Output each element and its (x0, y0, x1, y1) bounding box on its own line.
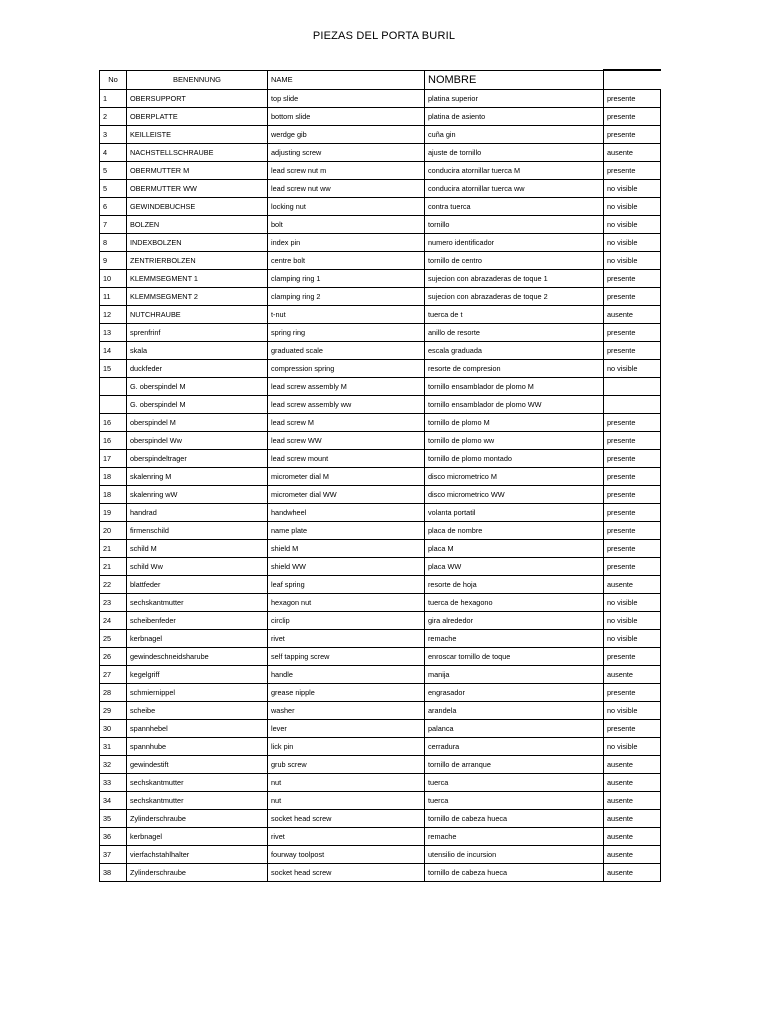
part-number: 5 (100, 180, 127, 198)
part-name-en: werdge gib (268, 126, 425, 144)
part-nombre-es: engrasador (425, 684, 604, 702)
part-nombre-es: sujecion con abrazaderas de toque 2 (425, 288, 604, 306)
table-row (100, 828, 661, 846)
part-nombre-es: gira alrededor (425, 612, 604, 630)
part-nombre-es: placa WW (425, 558, 604, 576)
part-nombre-es: conducira atornillar tuerca M (425, 162, 604, 180)
part-status: ausente (604, 828, 661, 846)
table-row (100, 108, 661, 126)
header-no: No (100, 70, 127, 90)
table-row (100, 810, 661, 828)
part-number: 5 (100, 162, 127, 180)
part-status: ausente (604, 144, 661, 162)
table-row (100, 864, 661, 882)
parts-table-body (100, 90, 661, 882)
part-status: no visible (604, 612, 661, 630)
part-nombre-es: placa M (425, 540, 604, 558)
table-row (100, 270, 661, 288)
part-name-en: t-nut (268, 306, 425, 324)
part-name-en: nut (268, 792, 425, 810)
part-nombre-es: tornillo de plomo montado (425, 450, 604, 468)
part-nombre-es: tornillo ensamblador de plomo M (425, 378, 604, 396)
document-title: PIEZAS DEL PORTA BURIL (312, 30, 456, 42)
table-row (100, 522, 661, 540)
table-row (100, 702, 661, 720)
part-benennung: handrad (127, 504, 268, 522)
table-row (100, 594, 661, 612)
part-name-en: self tapping screw (268, 648, 425, 666)
part-number: 24 (100, 612, 127, 630)
part-status: presente (604, 468, 661, 486)
part-status: ausente (604, 792, 661, 810)
table-row (100, 162, 661, 180)
part-name-en: lead screw assembly ww (268, 396, 425, 414)
part-name-en: clamping ring 1 (268, 270, 425, 288)
part-number: 38 (100, 864, 127, 882)
part-status: presente (604, 342, 661, 360)
part-nombre-es: tornillo (425, 216, 604, 234)
part-nombre-es: tornillo de cabeza hueca (425, 810, 604, 828)
part-nombre-es: tornillo de plomo ww (425, 432, 604, 450)
part-benennung: schmiernippel (127, 684, 268, 702)
table-row (100, 324, 661, 342)
table-row (100, 378, 661, 396)
table-row (100, 684, 661, 702)
part-status: no visible (604, 234, 661, 252)
part-nombre-es: resorte de compresion (425, 360, 604, 378)
part-benennung: sprenfrinf (127, 324, 268, 342)
part-benennung: gewindeschneidsharube (127, 648, 268, 666)
part-benennung: OBERPLATTE (127, 108, 268, 126)
part-benennung: GEWINDEBUCHSE (127, 198, 268, 216)
part-name-en: lead screw nut ww (268, 180, 425, 198)
part-name-en: micrometer dial M (268, 468, 425, 486)
part-number: 37 (100, 846, 127, 864)
part-status: presente (604, 270, 661, 288)
part-status: presente (604, 414, 661, 432)
part-number: 36 (100, 828, 127, 846)
part-name-en: rivet (268, 630, 425, 648)
part-nombre-es: utensilio de incursion (425, 846, 604, 864)
table-row (100, 468, 661, 486)
part-nombre-es: numero identificador (425, 234, 604, 252)
part-name-en: index pin (268, 234, 425, 252)
part-name-en: rivet (268, 828, 425, 846)
part-number: 27 (100, 666, 127, 684)
part-status: presente (604, 126, 661, 144)
part-number: 7 (100, 216, 127, 234)
part-nombre-es: tornillo de centro (425, 252, 604, 270)
table-row (100, 540, 661, 558)
part-nombre-es: remache (425, 630, 604, 648)
part-benennung: kerbnagel (127, 630, 268, 648)
header-benennung: BENENNUNG (127, 70, 268, 90)
part-status: presente (604, 324, 661, 342)
part-status: no visible (604, 630, 661, 648)
part-number: 13 (100, 324, 127, 342)
table-row (100, 738, 661, 756)
part-name-en: clamping ring 2 (268, 288, 425, 306)
part-nombre-es: tornillo de arranque (425, 756, 604, 774)
part-status: presente (604, 522, 661, 540)
part-benennung: ZENTRIERBOLZEN (127, 252, 268, 270)
part-benennung: BOLZEN (127, 216, 268, 234)
part-nombre-es: tornillo de plomo M (425, 414, 604, 432)
part-name-en: shield WW (268, 558, 425, 576)
part-name-en: socket head screw (268, 864, 425, 882)
part-number: 34 (100, 792, 127, 810)
part-nombre-es: platina de asiento (425, 108, 604, 126)
part-name-en: handle (268, 666, 425, 684)
part-status: ausente (604, 306, 661, 324)
part-nombre-es: volanta portatil (425, 504, 604, 522)
part-benennung: duckfeder (127, 360, 268, 378)
part-nombre-es: tornillo de cabeza hueca (425, 864, 604, 882)
part-nombre-es: tuerca (425, 774, 604, 792)
part-nombre-es: manija (425, 666, 604, 684)
table-row (100, 774, 661, 792)
part-status: presente (604, 108, 661, 126)
part-nombre-es: contra tuerca (425, 198, 604, 216)
part-benennung: oberspindel M (127, 414, 268, 432)
part-number: 21 (100, 540, 127, 558)
part-status: presente (604, 720, 661, 738)
part-number: 3 (100, 126, 127, 144)
parts-table (99, 69, 661, 882)
part-number: 17 (100, 450, 127, 468)
part-benennung: scheibenfeder (127, 612, 268, 630)
header-name: NAME (268, 70, 425, 90)
table-row (100, 360, 661, 378)
part-nombre-es: disco micrometrico WW (425, 486, 604, 504)
part-nombre-es: tuerca (425, 792, 604, 810)
part-benennung: sechskantmutter (127, 774, 268, 792)
table-row (100, 414, 661, 432)
part-status: presente (604, 432, 661, 450)
part-name-en: circlip (268, 612, 425, 630)
table-row (100, 342, 661, 360)
part-number: 18 (100, 468, 127, 486)
part-nombre-es: placa de nombre (425, 522, 604, 540)
part-number: 29 (100, 702, 127, 720)
part-status: presente (604, 684, 661, 702)
part-benennung: skala (127, 342, 268, 360)
part-nombre-es: platina superior (425, 90, 604, 108)
part-benennung: sechskantmutter (127, 594, 268, 612)
table-row (100, 252, 661, 270)
table-row (100, 756, 661, 774)
part-status: no visible (604, 702, 661, 720)
header-nombre: NOMBRE (425, 70, 604, 90)
table-row (100, 576, 661, 594)
part-benennung: OBERMUTTER M (127, 162, 268, 180)
part-nombre-es: disco micrometrico M (425, 468, 604, 486)
part-nombre-es: escala graduada (425, 342, 604, 360)
part-name-en: nut (268, 774, 425, 792)
part-name-en: micrometer dial WW (268, 486, 425, 504)
part-number: 31 (100, 738, 127, 756)
part-benennung: KLEMMSEGMENT 1 (127, 270, 268, 288)
part-name-en: bolt (268, 216, 425, 234)
part-benennung: G. oberspindel M (127, 396, 268, 414)
table-row (100, 198, 661, 216)
part-status: ausente (604, 864, 661, 882)
part-status: no visible (604, 216, 661, 234)
part-number: 16 (100, 432, 127, 450)
part-nombre-es: resorte de hoja (425, 576, 604, 594)
part-nombre-es: anillo de resorte (425, 324, 604, 342)
part-number: 35 (100, 810, 127, 828)
table-row (100, 504, 661, 522)
table-row (100, 612, 661, 630)
part-benennung: gewindestift (127, 756, 268, 774)
table-row (100, 666, 661, 684)
part-nombre-es: cerradura (425, 738, 604, 756)
table-row (100, 216, 661, 234)
part-number: 14 (100, 342, 127, 360)
part-benennung: Zylinderschraube (127, 810, 268, 828)
part-status: presente (604, 450, 661, 468)
part-status (604, 396, 661, 414)
table-row (100, 792, 661, 810)
header-estado (604, 70, 661, 90)
part-benennung: Zylinderschraube (127, 864, 268, 882)
part-status: no visible (604, 360, 661, 378)
part-name-en: socket head screw (268, 810, 425, 828)
part-name-en: lever (268, 720, 425, 738)
part-benennung: NUTCHRAUBE (127, 306, 268, 324)
part-name-en: lick pin (268, 738, 425, 756)
table-row (100, 288, 661, 306)
part-number (100, 396, 127, 414)
part-nombre-es: tornillo ensamblador de plomo WW (425, 396, 604, 414)
part-nombre-es: cuña gin (425, 126, 604, 144)
part-status: presente (604, 558, 661, 576)
table-row (100, 630, 661, 648)
part-status: presente (604, 162, 661, 180)
table-row (100, 90, 661, 108)
part-benennung: NACHSTELLSCHRAUBE (127, 144, 268, 162)
part-nombre-es: ajuste de tornillo (425, 144, 604, 162)
part-benennung: scheibe (127, 702, 268, 720)
part-benennung: skalenring M (127, 468, 268, 486)
part-name-en: name plate (268, 522, 425, 540)
table-row (100, 180, 661, 198)
part-status: no visible (604, 180, 661, 198)
part-name-en: locking nut (268, 198, 425, 216)
part-number: 2 (100, 108, 127, 126)
part-number: 22 (100, 576, 127, 594)
part-benennung: schild Ww (127, 558, 268, 576)
part-number: 28 (100, 684, 127, 702)
part-benennung: spannhube (127, 738, 268, 756)
part-status: ausente (604, 810, 661, 828)
table-row (100, 396, 661, 414)
part-status (604, 378, 661, 396)
part-name-en: bottom slide (268, 108, 425, 126)
part-benennung: KLEMMSEGMENT 2 (127, 288, 268, 306)
part-status: presente (604, 90, 661, 108)
part-status: presente (604, 648, 661, 666)
part-number: 9 (100, 252, 127, 270)
part-name-en: lead screw WW (268, 432, 425, 450)
part-nombre-es: remache (425, 828, 604, 846)
part-number: 12 (100, 306, 127, 324)
part-benennung: OBERSUPPORT (127, 90, 268, 108)
part-number: 11 (100, 288, 127, 306)
part-number: 15 (100, 360, 127, 378)
part-status: ausente (604, 576, 661, 594)
part-name-en: adjusting screw (268, 144, 425, 162)
part-number: 19 (100, 504, 127, 522)
part-number: 16 (100, 414, 127, 432)
part-benennung: skalenring wW (127, 486, 268, 504)
part-name-en: leaf spring (268, 576, 425, 594)
part-status: no visible (604, 252, 661, 270)
part-number: 32 (100, 756, 127, 774)
part-number: 4 (100, 144, 127, 162)
part-nombre-es: enroscar tornillo de toque (425, 648, 604, 666)
part-nombre-es: conducira atornillar tuerca ww (425, 180, 604, 198)
part-status: presente (604, 540, 661, 558)
part-number: 1 (100, 90, 127, 108)
part-status: no visible (604, 738, 661, 756)
part-number: 21 (100, 558, 127, 576)
part-number: 30 (100, 720, 127, 738)
part-status: presente (604, 504, 661, 522)
table-row (100, 450, 661, 468)
part-status: ausente (604, 774, 661, 792)
table-row (100, 144, 661, 162)
part-number: 25 (100, 630, 127, 648)
part-benennung: kegelgriff (127, 666, 268, 684)
table-row (100, 558, 661, 576)
part-number: 26 (100, 648, 127, 666)
part-status: no visible (604, 198, 661, 216)
part-name-en: lead screw nut m (268, 162, 425, 180)
part-name-en: fourway toolpost (268, 846, 425, 864)
table-row (100, 234, 661, 252)
table-row (100, 126, 661, 144)
part-name-en: handwheel (268, 504, 425, 522)
part-number: 6 (100, 198, 127, 216)
part-name-en: lead screw mount (268, 450, 425, 468)
table-row (100, 648, 661, 666)
table-row (100, 432, 661, 450)
part-benennung: vierfachstahlhalter (127, 846, 268, 864)
part-name-en: top slide (268, 90, 425, 108)
part-number: 23 (100, 594, 127, 612)
part-name-en: centre bolt (268, 252, 425, 270)
part-status: ausente (604, 846, 661, 864)
part-name-en: graduated scale (268, 342, 425, 360)
part-benennung: kerbnagel (127, 828, 268, 846)
part-name-en: shield M (268, 540, 425, 558)
part-benennung: firmenschild (127, 522, 268, 540)
part-name-en: grease nipple (268, 684, 425, 702)
table-header-row (100, 70, 661, 90)
part-benennung: sechskantmutter (127, 792, 268, 810)
part-nombre-es: arandela (425, 702, 604, 720)
part-benennung: spannhebel (127, 720, 268, 738)
table-row (100, 486, 661, 504)
part-number: 8 (100, 234, 127, 252)
part-status: presente (604, 486, 661, 504)
part-number: 20 (100, 522, 127, 540)
part-name-en: spring ring (268, 324, 425, 342)
part-status: presente (604, 288, 661, 306)
part-benennung: oberspindeltrager (127, 450, 268, 468)
part-benennung: G. oberspindel M (127, 378, 268, 396)
part-benennung: KEILLEISTE (127, 126, 268, 144)
table-row (100, 720, 661, 738)
part-name-en: grub screw (268, 756, 425, 774)
part-benennung: oberspindel Ww (127, 432, 268, 450)
part-nombre-es: palanca (425, 720, 604, 738)
part-name-en: lead screw M (268, 414, 425, 432)
table-row (100, 846, 661, 864)
part-nombre-es: tuerca de hexagono (425, 594, 604, 612)
part-number: 10 (100, 270, 127, 288)
part-number: 33 (100, 774, 127, 792)
part-benennung: INDEXBOLZEN (127, 234, 268, 252)
part-benennung: schild M (127, 540, 268, 558)
part-benennung: OBERMUTTER WW (127, 180, 268, 198)
part-name-en: compression spring (268, 360, 425, 378)
part-name-en: washer (268, 702, 425, 720)
part-nombre-es: tuerca de t (425, 306, 604, 324)
part-number (100, 378, 127, 396)
table-row (100, 306, 661, 324)
part-status: ausente (604, 756, 661, 774)
part-benennung: blattfeder (127, 576, 268, 594)
part-nombre-es: sujecion con abrazaderas de toque 1 (425, 270, 604, 288)
part-number: 18 (100, 486, 127, 504)
part-status: no visible (604, 594, 661, 612)
part-name-en: hexagon nut (268, 594, 425, 612)
part-name-en: lead screw assembly M (268, 378, 425, 396)
part-status: ausente (604, 666, 661, 684)
